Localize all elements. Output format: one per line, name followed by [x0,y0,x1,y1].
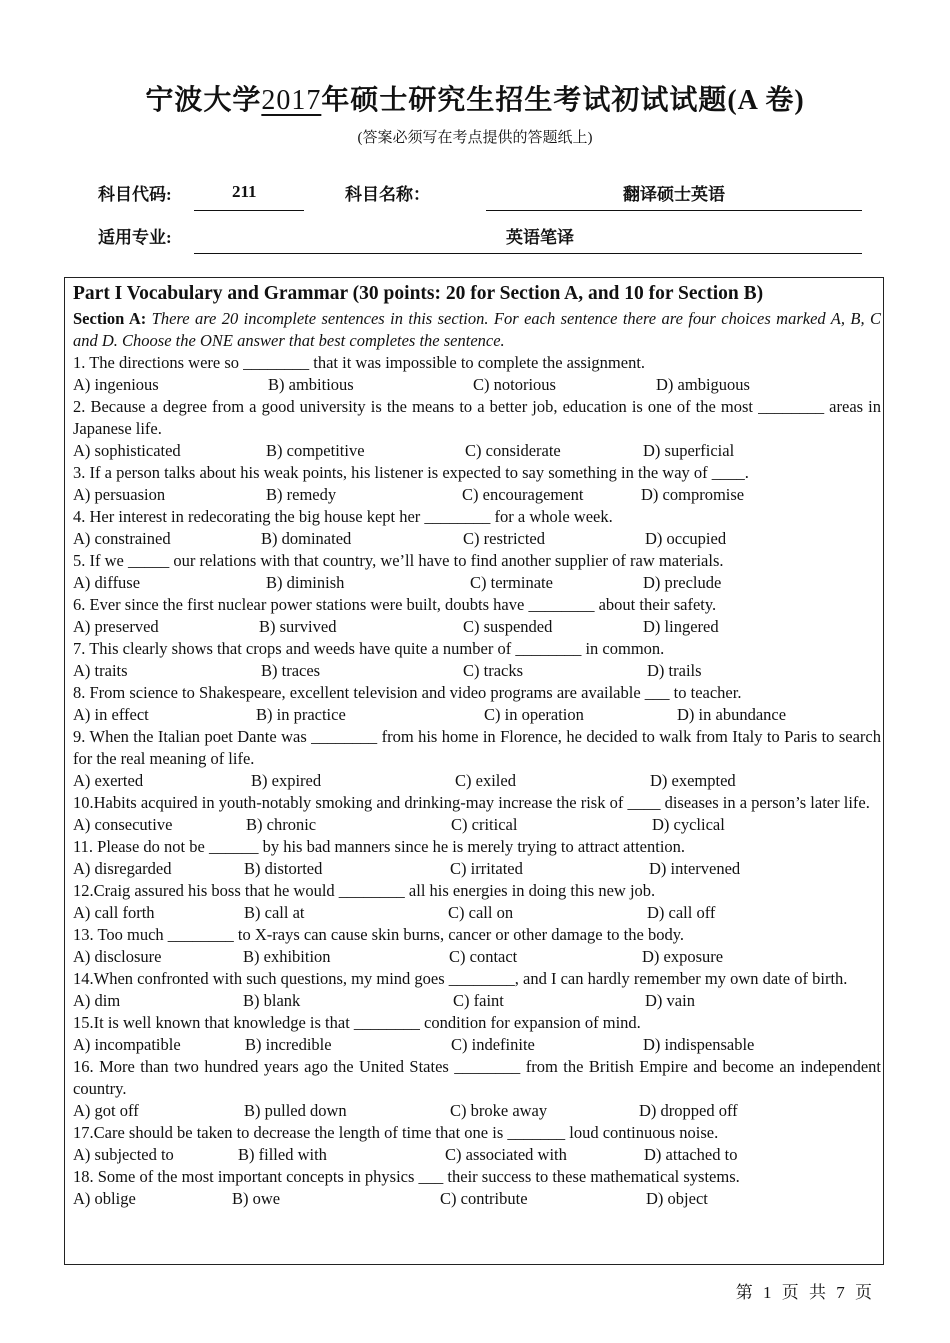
answer-option-c: C) irritated [450,859,523,878]
answer-option-a: A) disclosure [73,947,162,966]
question-item [73,550,881,594]
question-options [73,946,881,968]
question-stem: 13. Too much ________ to X-rays can cause skin burns, cancer or other damage to the body. [73,925,685,944]
answer-option-c: C) contribute [440,1189,528,1208]
answer-option-c: C) exiled [455,771,516,790]
answer-option-d: D) occupied [645,529,727,548]
answer-option-a: A) dim [73,991,121,1010]
question-options [73,814,881,836]
answer-option-a: A) in effect [73,705,149,724]
answer-option-b: B) competitive [266,441,365,460]
question-options [73,572,881,594]
question-item [73,396,881,462]
question-item [73,924,881,968]
question-stem: 18. Some of the most important concepts in physics ___ their success to these mathematical systems. [73,1167,740,1186]
answer-option-c: C) restricted [463,529,546,548]
question-options [73,660,881,682]
question-options [73,990,881,1012]
answer-option-b: B) blank [243,991,301,1010]
answer-option-d: D) in abundance [677,705,787,724]
question-options [73,440,881,462]
answer-option-b: B) survived [259,617,337,636]
part-heading: Part I Vocabulary and Grammar (30 points: 20 for Section A, and 10 for Section B) [73,283,764,304]
question-item [73,638,881,682]
question-stem: 3. If a person talks about his weak points, his listener is expected to say something in the way of ____. [73,463,749,482]
answer-option-b: B) dominated [261,529,352,548]
question-item [73,594,881,638]
question-item [73,352,881,396]
answer-option-c: C) encouragement [462,485,584,504]
answer-option-b: B) filled with [238,1145,327,1164]
question-list [73,352,881,1210]
answer-option-d: D) intervened [649,859,741,878]
answer-option-c: C) notorious [473,375,556,394]
answer-option-c: C) associated with [445,1145,567,1164]
answer-option-a: A) constrained [73,529,171,548]
answer-option-a: A) traits [73,661,128,680]
subject-code-underline [194,210,304,211]
answer-option-d: D) object [646,1189,708,1208]
question-stem: 12.Craig assured his boss that he would ________ all his energies in doing this new job. [73,881,656,900]
question-stem: 14.When confronted with such questions, my mind goes ________, and I can hardly remember my own date of birth. [73,969,848,988]
question-stem: 4. Her interest in redecorating the big house kept her ________ for a whole week. [73,507,613,526]
answer-option-c: C) call on [448,903,514,922]
answer-option-a: A) incompatible [73,1035,181,1054]
question-item [73,682,881,726]
question-options [73,616,881,638]
question-stem: 8. From science to Shakespeare, excellent television and video programs are available ___ to teacher. [73,683,742,702]
major-value: 英语笔译 [506,228,574,247]
answer-option-c: C) in operation [484,705,584,724]
question-options [73,374,881,396]
answer-option-b: B) remedy [266,485,337,504]
question-box [64,277,884,1265]
question-stem: 11. Please do not be ______ by his bad manners since he is merely trying to attract attention. [73,837,686,856]
question-options [73,1188,881,1210]
title-suffix: 年硕士研究生招生考试初试试题(A 卷) [321,85,805,116]
answer-option-b: B) chronic [246,815,317,834]
answer-sheet-note: (答案必须写在考点提供的答题纸上) [357,130,593,146]
question-item [73,1166,881,1210]
answer-option-d: D) ambiguous [656,375,750,394]
question-stem: 10.Habits acquired in youth-notably smoking and drinking-may increase the risk of ____ diseases in a person’s later life. [73,793,870,812]
answer-option-a: A) consecutive [73,815,173,834]
question-options [73,858,881,880]
section-a-label: Section A: [73,309,147,328]
question-stem: 5. If we _____ our relations with that country, we’ll have to find another supplier of raw materials. [73,551,724,570]
answer-option-a: A) diffuse [73,573,141,592]
exam-title [0,78,950,118]
subject-code-label: 科目代码: [98,185,172,204]
answer-option-b: B) in practice [256,705,346,724]
answer-option-b: B) traces [261,661,321,680]
question-stem: 17.Care should be taken to decrease the length of time that one is _______ loud continuous noise. [73,1123,719,1142]
answer-option-d: D) superficial [643,441,735,460]
answer-option-b: B) call at [244,903,305,922]
answer-option-a: A) sophisticated [73,441,181,460]
question-options [73,1034,881,1056]
page-number: 第 1 页 共 7 页 [735,1283,872,1302]
answer-option-b: B) distorted [244,859,323,878]
question-stem: 6. Ever since the first nuclear power stations were built, doubts have ________ about their safety. [73,595,717,614]
question-item [73,1056,881,1122]
subject-code: 211 [232,182,257,201]
question-item [73,836,881,880]
answer-option-d: D) indispensable [643,1035,755,1054]
answer-option-d: D) trails [647,661,702,680]
question-item [73,726,881,792]
section-a-text: There are 20 incomplete sentences in this section. For each sentence there are four choices marked A, B, C and D. Choose the ONE answer that best completes the sentence. [73,309,881,350]
answer-option-d: D) lingered [643,617,719,636]
answer-option-a: A) persuasion [73,485,166,504]
answer-option-c: C) broke away [450,1101,548,1120]
answer-option-d: D) cyclical [652,815,725,834]
answer-option-b: B) owe [232,1189,281,1208]
answer-option-c: C) contact [449,947,518,966]
question-item [73,968,881,1012]
question-item [73,1122,881,1166]
answer-option-a: A) call forth [73,903,155,922]
answer-option-d: D) dropped off [639,1101,738,1120]
answer-option-c: C) terminate [470,573,553,592]
answer-option-b: B) exhibition [243,947,331,966]
question-item [73,880,881,924]
question-options [73,1144,881,1166]
answer-option-c: C) tracks [463,661,524,680]
answer-option-d: D) vain [645,991,695,1010]
question-options [73,704,881,726]
answer-option-a: A) ingenious [73,375,159,394]
subject-name: 翻译硕士英语 [623,185,725,204]
subject-name-underline [486,210,862,211]
answer-option-a: A) disregarded [73,859,172,878]
question-options [73,1100,881,1122]
answer-option-a: A) oblige [73,1189,136,1208]
question-item [73,1012,881,1056]
question-item [73,462,881,506]
question-options [73,902,881,924]
major-underline [194,253,862,254]
answer-option-c: C) suspended [463,617,553,636]
title-year: 2017 [261,85,322,116]
subject-name-label: 科目名称： [345,185,430,204]
answer-option-d: D) exempted [650,771,736,790]
answer-option-b: B) incredible [245,1035,332,1054]
question-options [73,528,881,550]
question-stem: 1. The directions were so ________ that it was impossible to complete the assignment. [73,353,646,372]
question-stem: 15.It is well known that knowledge is that ________ condition for expansion of mind. [73,1013,641,1032]
answer-option-d: D) compromise [641,485,745,504]
answer-option-d: D) attached to [644,1145,738,1164]
answer-option-c: C) critical [451,815,518,834]
answer-option-d: D) call off [647,903,716,922]
answer-option-a: A) preserved [73,617,159,636]
answer-option-a: A) got off [73,1101,139,1120]
question-stem: 9. When the Italian poet Dante was ________ from his home in Florence, he decided to walk from Italy to Paris to search for the real meaning of life. [73,727,881,768]
answer-option-b: B) pulled down [244,1101,347,1120]
answer-option-a: A) exerted [73,771,144,790]
question-item [73,792,881,836]
question-options [73,770,881,792]
question-options [73,484,881,506]
answer-option-b: B) diminish [266,573,345,592]
answer-option-c: C) faint [453,991,504,1010]
section-a-instructions [73,308,881,352]
answer-option-d: D) exposure [642,947,724,966]
answer-option-c: C) considerate [465,441,561,460]
answer-option-a: A) subjected to [73,1145,174,1164]
answer-option-c: C) indefinite [451,1035,535,1054]
question-item [73,506,881,550]
answer-option-b: B) expired [251,771,322,790]
question-stem: 16. More than two hundred years ago the United States ________ from the British Empire and become an independent country. [73,1057,881,1098]
answer-option-b: B) ambitious [268,375,354,394]
major-label: 适用专业: [98,228,172,247]
question-stem: 2. Because a degree from a good university is the means to a better job, education is one of the most ________ areas in Japanese life. [73,397,881,438]
title-university: 宁波大学 [145,85,262,116]
answer-option-d: D) preclude [643,573,722,592]
question-stem: 7. This clearly shows that crops and weeds have quite a number of ________ in common. [73,639,665,658]
